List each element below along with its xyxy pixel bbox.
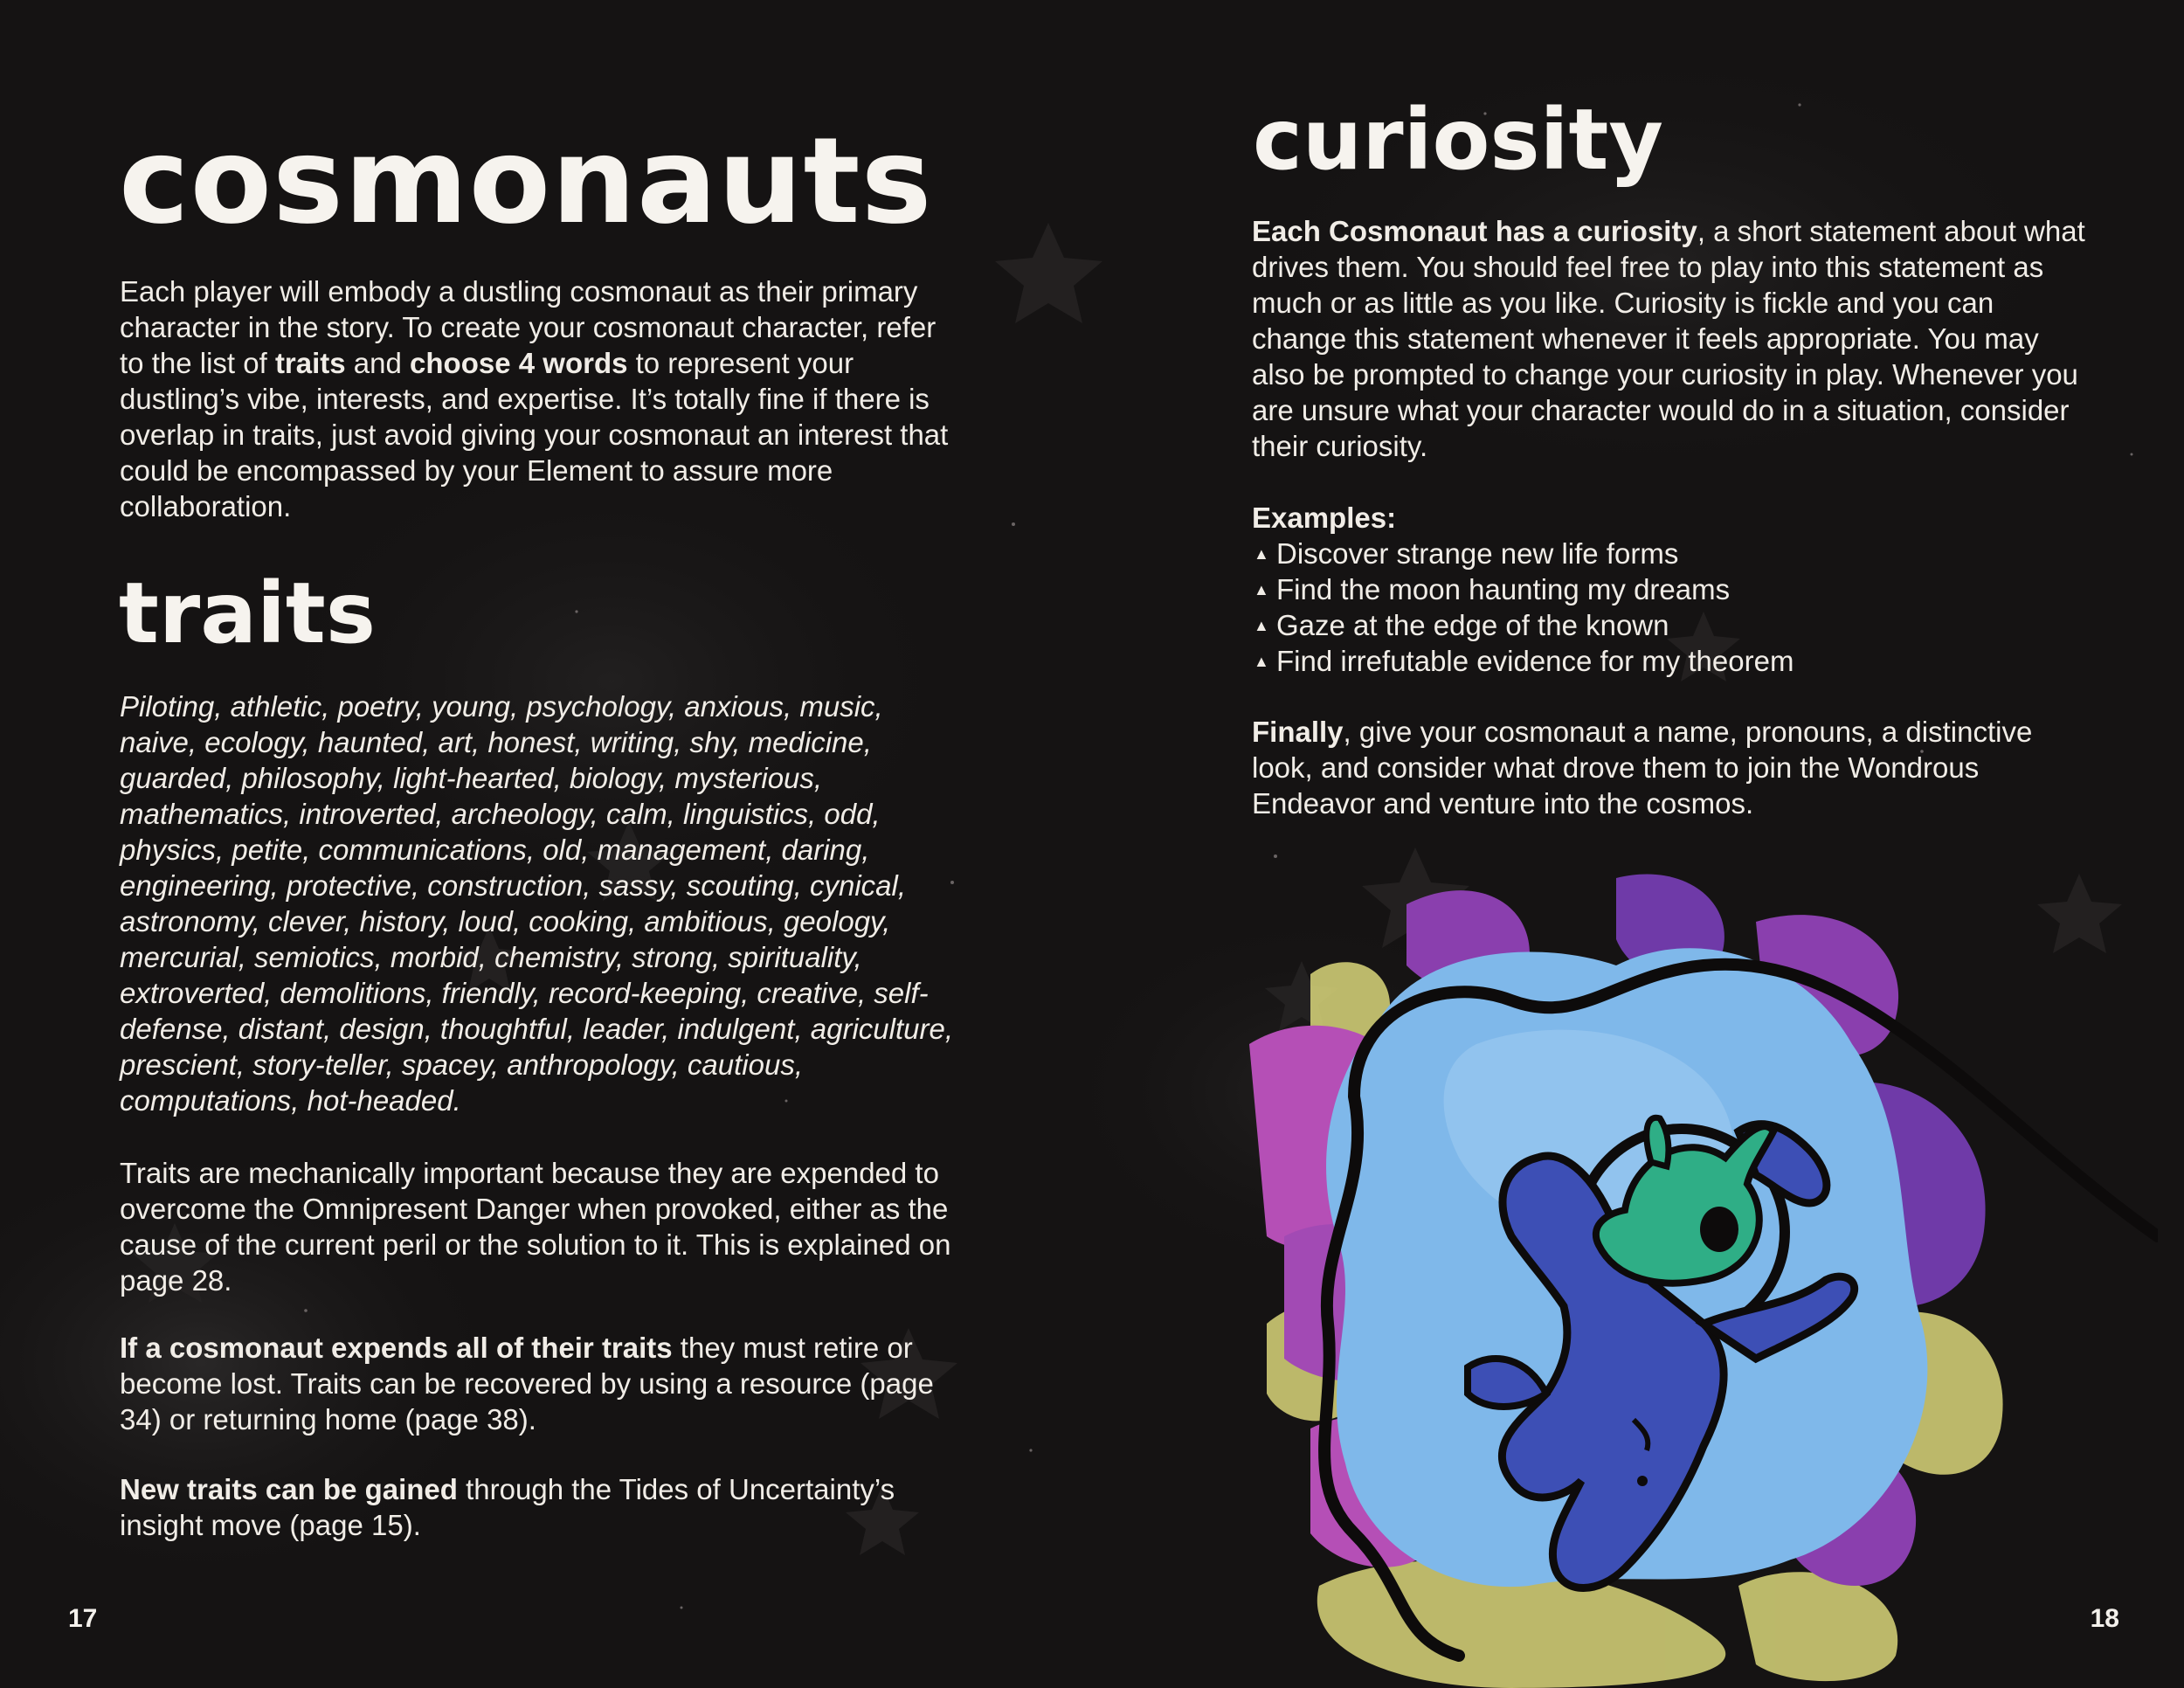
traits-mechanics-paragraph: Traits are mechanically important because they are expended to overcome the Omnipresent Danger when provoked, either as the cause of the current peril or the solution to it. This is explained on page 28. [120,1157,951,1297]
examples-block [1252,500,2091,679]
page-number-right: 18 [2090,1604,2119,1633]
examples-list [1252,536,2091,679]
page-number-left: 17 [68,1604,98,1633]
traits-heading: traits [119,564,376,662]
list-item: ▲ Discover strange new life forms [1254,537,1679,570]
triangle-bullet-icon: ▲ [1254,653,1269,670]
traits-list: Piloting, athletic, poetry, young, psychology, anxious, music, naive, ecology, haunted, art, honest, writing, shy, medicine, guarded, philosophy, light-hearted, biology, mysterious, mathematics, introverted, archeology, calm, linguistics, odd, physics, petite, communications, old, management, daring, engineering, protective, construction, sassy, scouting, cynical, astronomy, clever, history, loud, cooking, ambitious, geology, mercurial, semiotics, morbid, chemistry, strong, spirituality, extroverted, demolitions, friendly, record-keeping, creative, self-defense, distant, design, thoughtful, leader, indulgent, agriculture, prescient, story-teller, spacey, anthropology, cautious, computations, hot-headed. [120,690,953,1117]
triangle-bullet-icon: ▲ [1254,545,1269,563]
triangle-bullet-icon: ▲ [1254,617,1269,634]
list-item: ▲ Find the moon haunting my dreams [1254,573,1731,605]
curiosity-paragraph: Each Cosmonaut has a curiosity, a short statement about what drives them. You should feel free to play into this statement as much or as little as you like. Curiosity is fickle and you can change this statement whenever it feels appropriate. You may also be prompted to change your curiosity in play. Whenever you are unsure what your character would do in a situation, consider their curiosity. [1252,215,2085,462]
alien-cosmonaut-illustration [1249,869,2158,1688]
examples-label: Examples: [1252,502,1397,534]
intro-paragraph: Each player will embody a dustling cosmonaut as their primary character in the story. To create your cosmonaut character, refer to the list of traits and choose 4 words to represent your dustling’s vibe, interests, and expertise. It’s totally fine if there is overlap in traits, just avoid giving your cosmonaut an interest that could be encompassed by your Element to assure more collaboration. [120,275,949,522]
finally-paragraph: Finally, give your cosmonaut a name, pronouns, a distinctive look, and consider what drove them to join the Wondrous Endeavor and venture into the cosmos. [1252,716,2033,820]
retire-paragraph: If a cosmonaut expends all of their traits they must retire or become lost. Traits can be recovered by using a resource (page 34) or returning home (page 38). [120,1332,934,1435]
page-title-cosmonauts: cosmonauts [119,113,933,251]
list-item: ▲ Find irrefutable evidence for my theorem [1254,645,1794,677]
curiosity-heading: curiosity [1253,91,1663,189]
list-item: ▲ Gaze at the edge of the known [1254,609,1669,641]
triangle-bullet-icon: ▲ [1254,581,1269,598]
new-traits-paragraph: New traits can be gained through the Tides of Uncertainty’s insight move (page 15). [120,1473,895,1541]
